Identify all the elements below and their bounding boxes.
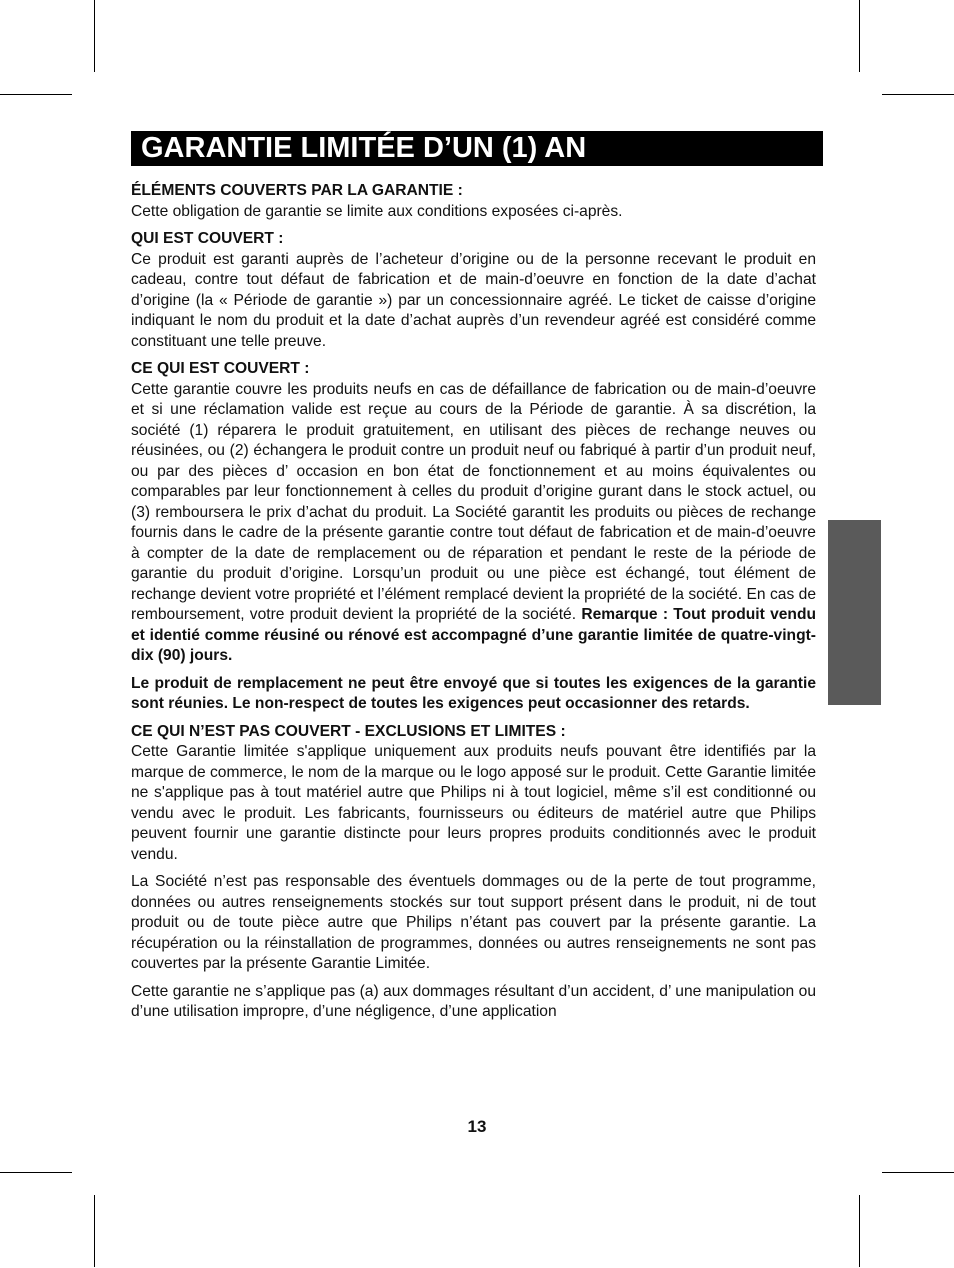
section-accident	[131, 982, 816, 1023]
section-societe	[131, 872, 816, 975]
crop-mark-top-right-vertical	[859, 0, 860, 72]
remark-text: Remarque : Tout produit vendu et identié comme réusiné ou rénové est accompagné d’une garantie limitée de quatre-vingt-dix (90) jours.	[131, 606, 816, 664]
crop-mark-bottom-right-vertical	[859, 1195, 860, 1267]
section-heading: CE QUI N’EST PAS COUVERT - EXCLUSIONS ET LIMITES :	[131, 722, 566, 740]
section-body: Cette Garantie limitée s'applique uniquement aux produits neufs pouvant être identifiés par la marque de commerce, le nom de la marque ou le logo apposé sur le produit. Cette Garantie limitée ne s'applique pas à tout matériel autre que Philips ni à tout logiciel, même s’il est conditionné ou vendu avec le produit. Les fabricants, fournisseurs ou éditeurs de matériel autre que Philips peuvent fournir une garantie distincte pour leurs propres produits conditionnés avec le produit vendu.	[131, 743, 816, 863]
section-who-covered	[131, 229, 816, 352]
page-number: 13	[467, 1117, 487, 1136]
section-body-text: Cette garantie couvre les produits neufs en cas de défaillance de fabrication ou de main-d’oeuvre et si une réclamation valide est reçue au cours de la Période de garantie. À sa discrétion, la société (1) réparera le produit gratuitement, en utilisant des pièces de rechange neuves ou réusinées, ou (2) échangera le produit contre un produit neuf ou fabriqué à partir d’un produit neuf, ou par des pièces d’ occasion en bon état de fonctionnement et au moins équivalentes ou comparables par leur fonctionnement à celles du produit d’origine gurant dans le stock actuel, ou (3) remboursera le prix d’achat du produit. La Société garantit les produits ou pièces de rechange fournis dans le cadre de la présente garantie contre tout défaut de fabrication et de main-d’oeuvre à compter de la date de remplacement ou de réparation et pendant le reste de la période de garantie du produit d’origine. Lorsqu’un produit ou une pièce est échangé, tout élément de rechange devient votre propriété et l’élément remplacé devient la propriété de la société. En cas de remboursement, votre produit devient la propriété de la société.	[131, 380, 816, 623]
crop-mark-top-left-horizontal	[0, 94, 72, 95]
section-body: Cette obligation de garantie se limite aux conditions exposées ci-après.	[131, 202, 623, 220]
section-body	[131, 380, 816, 667]
section-heading: QUI EST COUVERT :	[131, 230, 284, 247]
section-what-covered	[131, 359, 816, 667]
page-title: GARANTIE LIMITÉE D’UN (1) AN	[131, 131, 823, 166]
crop-mark-bottom-left-vertical	[94, 1195, 95, 1267]
crop-mark-top-right-horizontal	[882, 94, 954, 95]
section-elements	[131, 181, 816, 222]
section-heading: ÉLÉMENTS COUVERTS PAR LA GARANTIE :	[131, 182, 463, 199]
side-language-tab	[828, 520, 881, 705]
section-body: Ce produit est garanti auprès de l’acheteur d’origine ou de la personne recevant le produit en cadeau, contre tout défaut de fabrication et de main-d’oeuvre en fonction de la date d’achat d’origine (la « Période de garantie ») par un concessionnaire agréé. Le ticket de caisse d’origine indiquant le nom du produit et la date d’achat auprès d’un revendeur agréé est considéré comme constituant une telle preuve.	[131, 250, 816, 350]
crop-mark-bottom-left-horizontal	[0, 1172, 72, 1173]
section-body: Cette garantie ne s’applique pas (a) aux dommages résultant d’un accident, d’ une manipulation ou d’une utilisation impropre, d’une négligence, d’une application	[131, 982, 816, 1020]
replacement-note: Le produit de remplacement ne peut être envoyé que si toutes les exigences de la garantie sont réunies. Le non-respect de toutes les exigences peut occasionner des retards.	[131, 674, 816, 712]
section-replacement-note	[131, 674, 816, 715]
crop-mark-top-left-vertical	[94, 0, 95, 72]
section-body: La Société n’est pas responsable des éventuels dommages ou de la perte de tout programme, données ou autres renseignements stockés sur tout support présent dans le produit, ni de tout produit ou de toute pièce autre que Philips n’étant pas couvert par la présente garantie. La récupération ou la réinstallation de programmes, données ou autres renseignements ne sont pas couvertes par la présente Garantie Limitée.	[131, 873, 816, 972]
section-exclusions	[131, 722, 816, 866]
section-heading: CE QUI EST COUVERT :	[131, 360, 310, 377]
crop-mark-bottom-right-horizontal	[882, 1172, 954, 1173]
warranty-content	[131, 181, 816, 1030]
